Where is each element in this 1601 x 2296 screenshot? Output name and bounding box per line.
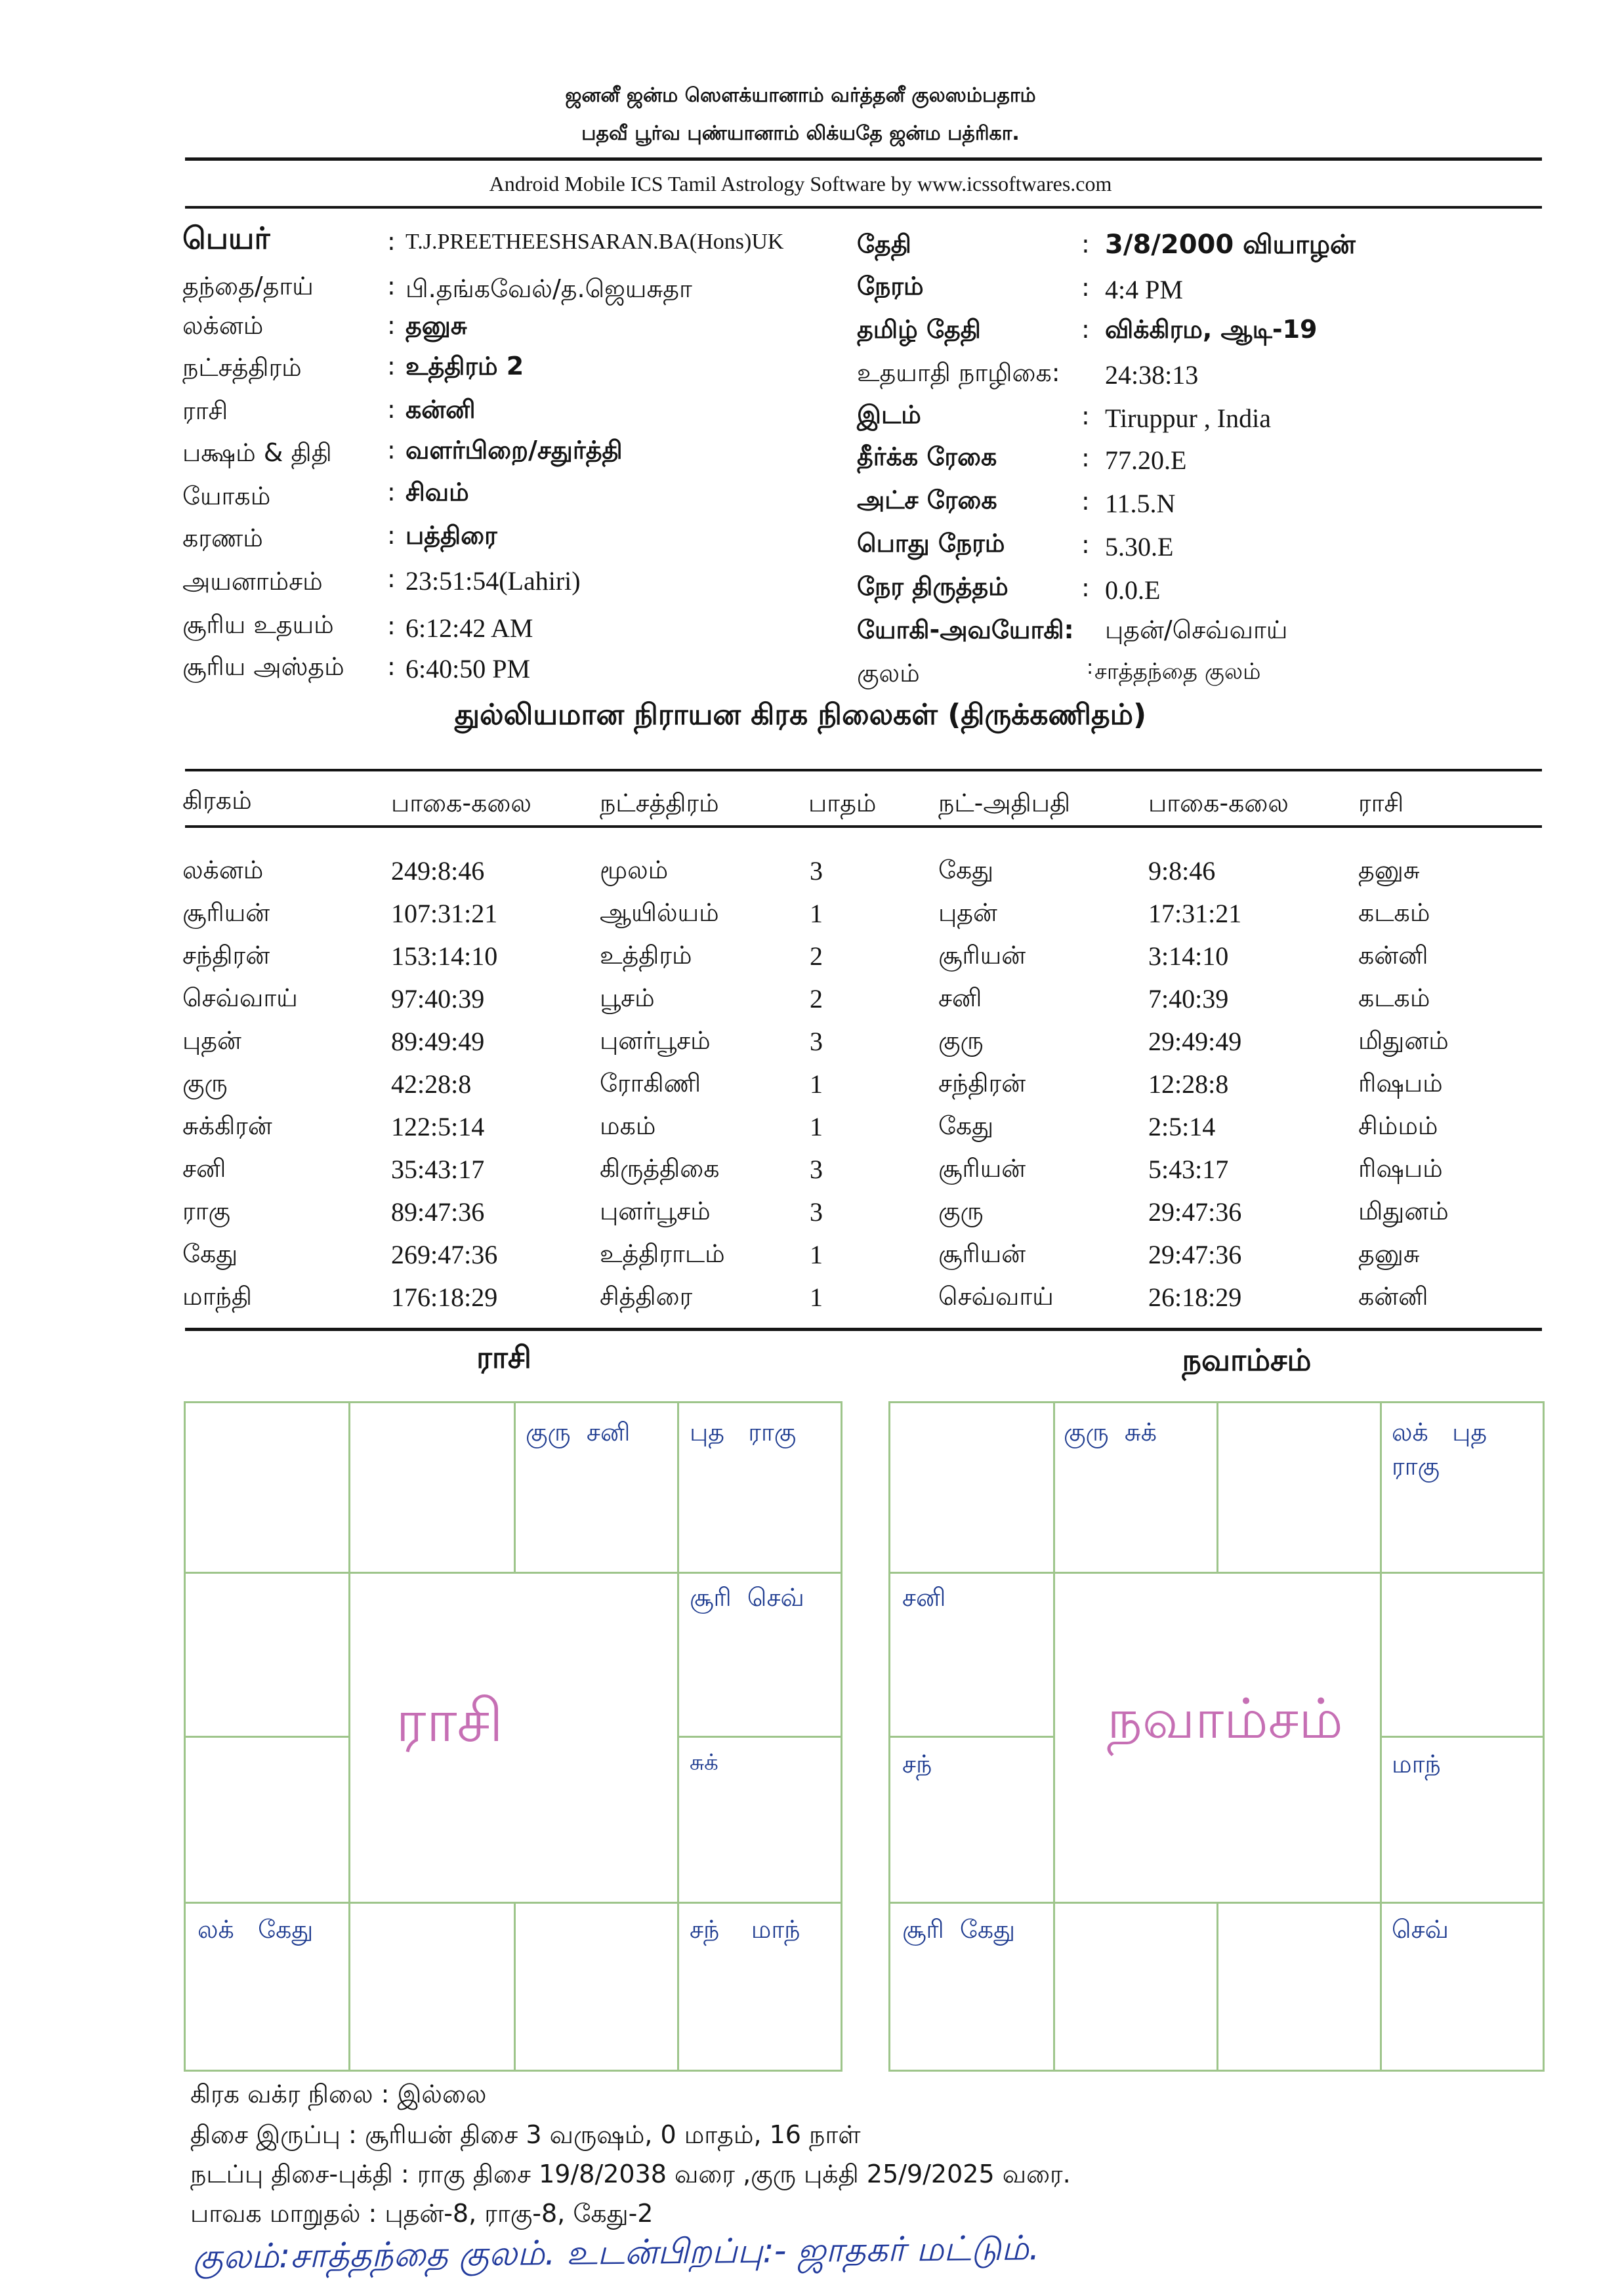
planet-name: ராகு (182, 1197, 231, 1225)
planet-padam: 1 (810, 1112, 823, 1141)
detail-value: 3/8/2000 வியாழன் (1105, 230, 1356, 260)
divider (185, 157, 1542, 161)
planet-longitude: 89:47:36 (391, 1197, 485, 1227)
detail-value: 6:40:50 PM (405, 654, 531, 684)
planet-sign-degree: 5:43:17 (1148, 1155, 1229, 1184)
detail-label: நேர திருத்தம் (857, 572, 1008, 601)
planet-nakshatra-lord: சந்திரன் (938, 1069, 1026, 1097)
planet-name: கேது (182, 1239, 238, 1268)
detail-label: சூரிய அஸ்தம் (182, 652, 344, 681)
rasi-cell-planets: குரு சனி (526, 1418, 631, 1446)
planet-nakshatra: மகம் (600, 1111, 656, 1140)
detail-label: கரணம் (182, 523, 263, 552)
planet-nakshatra: ரோகிணி (600, 1069, 701, 1097)
detail-label: யோகம் (182, 482, 271, 510)
rasi-chart (184, 1401, 842, 2072)
horoscope-page: ஜனனீ ஜன்ம ஸௌக்யானாம் வர்த்தனீ குலஸம்பதாம் பதவீ பூர்வ புண்யானாம் லிக்யதே ஜன்ம பத்ரிகா. Android Mobile ICS Tamil Astrology Software by www.icssoftwares.com பெயர் : T.J.PREETHEESHSARAN.BA(Hons)UK தந்தை/தாய் : பி.தங்கவேல்/த.ஜெயசுதா லக்னம் : தனுசு நட்சத்திரம் : உத்திரம் 2 ராசி : கன்னி பக்ஷம் & திதி : வளர்பிறை/சதுர்த்தி யோகம் : சிவம் கரணம் : பத்திரை அயனாம்சம் : 23:51:54(Lahiri) சூரிய உதயம் : 6:12:42 AM சூரிய அஸ்தம் : 6:40:50 PM தேதி : 3/8/2000 வியாழன் நேரம் : 4:4 PM தமிழ் தேதி : விக்கிரம, ஆடி-19 உதயாதி நாழிகை: 24:38:13 இடம் : Tiruppur , India தீர்க்க ரேகை : 77.20.E அட்ச ரேகை : 11.5.N பொது நேரம் : 5.30.E நேர திருத்தம் : 0.0.E யோகி-அவயோகி: புதன்/செவ்வாய் குலம் : சாத்தந்தை குலம் துல்லியமான நிராயன கிரக நிலைகள் (திருக்கணிதம்) கிரகம் பாகை-கலை நட்சத்திரம் பாதம் நட்-அதிபதி பாகை-கலை ராசி லக்னம் 249:8:46 மூலம் 3 கேது 9:8:46 தனுசு சூரியன் 107:31:21 ஆயில்யம் 1 புதன் 17:31:21 கடகம் சந்திரன் 153:14:10 உத்திரம் 2 சூரியன் 3:14:10 கன்னி செவ்வாய் 97:40:39 பூசம் 2 சனி 7:40:39 கடகம் புதன் 89:49:49 புனர்பூசம் 3 குரு 29:49:49 மிதுனம் குரு 42:28:8 ரோகிணி 1 சந்திரன் 12:28:8 ரிஷபம் சுக்கிரன் 122:5:14 மகம் 1 கேது 2:5:14 சிம்மம் சனி 35:43:17 கிருத்திகை 3 சூரியன் 5:43:17 ரிஷபம் ராகு 89:47:36 புனர்பூசம் 3 குரு 29:47:36 மிதுனம் கேது 269:47:36 உத்திராடம் 1 சூரியன் 29:47:36 தனுசு மாந்தி 176:18:29 சித்திரை 1 செவ்வாய் 26:18:29 கன்னி ராசி நவாம்சம் குரு சனி புத ராகு சூரி செவ் சுக் லக் கேது சந் மாந் ராசி குரு சுக் லக் புத ராகு சனி சந் மாந் சூரி கேது செவ் நவாம்சம் கிரக வக்ர நிலை : இல்லை திசை இருப்பு : சூரியன் திசை 3 வருஷம், 0 மாதம், 16 நாள் நடப்பு திசை-புக்தி : ராகு திசை 19/8/2038 வரை ,குரு புக்தி 25/9/2025 வரை. பாவக மாறுதல் : புதன்-8, ராகு-8, கேது-2 குலம்:சாத்தந்தை குலம். உடன்பிறப்பு:- ஜாதகர் மட்டும். (0, 0, 1601, 2296)
detail-label: தீர்க்க ரேகை (857, 442, 997, 471)
planet-rasi: ரிஷபம் (1358, 1154, 1443, 1183)
navamsa-center-stamp: நவாம்சம் (1107, 1687, 1343, 1751)
planet-nakshatra: புனர்பூசம் (600, 1197, 711, 1225)
detail-value: 23:51:54(Lahiri) (405, 566, 581, 596)
navamsa-cell-planets: குரு சுக் (1064, 1418, 1157, 1446)
detail-value: 4:4 PM (1105, 275, 1183, 304)
planet-nakshatra-lord: குரு (938, 1197, 984, 1225)
planet-longitude: 249:8:46 (391, 856, 485, 886)
detail-label: தேதி (857, 230, 911, 258)
navamsa-cell-planets: சந் (902, 1750, 932, 1778)
detail-label: யோகி-அவயோகி: (857, 615, 1074, 644)
planet-longitude: 153:14:10 (391, 941, 498, 971)
planet-sign-degree: 29:47:36 (1148, 1197, 1242, 1227)
detail-value: 24:38:13 (1105, 360, 1199, 390)
detail-value: புதன்/செவ்வாய் (1105, 615, 1288, 644)
planet-name: லக்னம் (182, 855, 264, 884)
planet-name: சூரியன் (182, 898, 270, 927)
planet-nakshatra-lord: சூரியன் (938, 1154, 1026, 1183)
detail-label: தந்தை/தாய் (182, 272, 314, 300)
planet-sign-degree: 29:49:49 (1148, 1027, 1242, 1056)
footer-dasa-balance: திசை இருப்பு : சூரியன் திசை 3 வருஷம், 0 மாதம், 16 நாள் (190, 2120, 861, 2149)
detail-value: கன்னி (405, 395, 476, 424)
detail-label: அயனாம்சம் (182, 567, 323, 596)
planet-padam: 3 (810, 1197, 823, 1227)
detail-value: Tiruppur , India (1105, 403, 1271, 433)
rasi-center-stamp: ராசி (396, 1687, 504, 1755)
detail-label: தமிழ் தேதி (857, 315, 981, 344)
planet-sign-degree: 29:47:36 (1148, 1240, 1242, 1269)
planet-longitude: 89:49:49 (391, 1027, 485, 1056)
detail-label: சூரிய உதயம் (182, 610, 334, 639)
rasi-cell-planets: சூரி செவ் (690, 1583, 804, 1612)
planet-longitude: 35:43:17 (391, 1155, 485, 1184)
header-verse-line-2: பதவீ பூர்வ புண்யானாம் லிக்யதே ஜன்ம பத்ரிகா. (581, 122, 1020, 145)
planet-name: சுக்கிரன் (182, 1111, 272, 1140)
planet-padam: 2 (810, 941, 823, 971)
detail-value: 11.5.N (1105, 489, 1176, 518)
column-header: நட்-அதிபதி (938, 789, 1071, 817)
planet-longitude: 176:18:29 (391, 1282, 498, 1312)
planet-longitude: 122:5:14 (391, 1112, 485, 1141)
planet-padam: 1 (810, 899, 823, 928)
planet-nakshatra-lord: சூரியன் (938, 1239, 1026, 1268)
detail-label: பொது நேரம் (857, 529, 1005, 558)
detail-value: 5.30.E (1105, 532, 1174, 562)
planet-longitude: 107:31:21 (391, 899, 498, 928)
planet-nakshatra-lord: செவ்வாய் (938, 1282, 1054, 1311)
planet-padam: 3 (810, 856, 823, 886)
planet-longitude: 97:40:39 (391, 984, 485, 1014)
detail-value: வளர்பிறை/சதுர்த்தி (405, 436, 623, 464)
planet-padam: 3 (810, 1027, 823, 1056)
planet-nakshatra-lord: சூரியன் (938, 941, 1026, 970)
navamsa-chart-title: நவாம்சம் (1182, 1342, 1312, 1378)
planet-name: சந்திரன் (182, 941, 270, 970)
planet-nakshatra: சித்திரை (600, 1282, 693, 1311)
planet-padam: 1 (810, 1282, 823, 1312)
footer-bhava-change: பாவக மாறுதல் : புதன்-8, ராகு-8, கேது-2 (190, 2199, 654, 2228)
planet-rasi: மிதுனம் (1358, 1197, 1449, 1225)
planet-nakshatra-lord: கேது (938, 855, 994, 884)
rasi-cell-planets: புத ராகு (690, 1418, 797, 1446)
rasi-cell-planets: லக் கேது (198, 1915, 314, 1944)
planet-nakshatra: உத்திராடம் (600, 1239, 725, 1268)
detail-label: பெயர் (182, 220, 270, 256)
planet-longitude: 42:28:8 (391, 1069, 472, 1099)
detail-label: நட்சத்திரம் (182, 353, 302, 382)
planet-longitude: 269:47:36 (391, 1240, 498, 1269)
detail-label: உதயாதி நாழிகை: (857, 358, 1060, 387)
planet-rasi: கடகம் (1358, 983, 1430, 1012)
planet-sign-degree: 12:28:8 (1148, 1069, 1229, 1099)
detail-label: லக்னம் (182, 311, 264, 340)
planet-rasi: கன்னி (1358, 941, 1428, 970)
navamsa-cell-planets: செவ் (1392, 1915, 1449, 1944)
planet-name: குரு (182, 1069, 228, 1097)
detail-label: குலம் (857, 659, 920, 687)
column-header: ராசி (1358, 789, 1404, 817)
planet-name: மாந்தி (182, 1282, 252, 1311)
planet-nakshatra: உத்திரம் (600, 941, 692, 970)
planet-rasi: கடகம் (1358, 898, 1430, 927)
planet-section-title: துல்லியமான நிராயன கிரக நிலைகள் (திருக்கணிதம்) (454, 698, 1147, 731)
detail-value: 77.20.E (1105, 445, 1187, 475)
rasi-cell-planets: சுக் (690, 1750, 718, 1776)
detail-value: சாத்தந்தை குலம் (1094, 659, 1261, 685)
rasi-cell-planets: சந் மாந் (690, 1915, 800, 1944)
planet-padam: 2 (810, 984, 823, 1014)
navamsa-cell-planets: சூரி கேது (902, 1915, 1016, 1944)
divider (185, 769, 1542, 771)
detail-label: இடம் (857, 400, 921, 429)
handwritten-note: குலம்:சாத்தந்தை குலம். உடன்பிறப்பு:- ஜாதகர் மட்டும். (192, 2228, 1040, 2277)
detail-value: 0.0.E (1105, 575, 1161, 605)
navamsa-cell-planets: ராகு (1392, 1452, 1440, 1481)
planet-padam: 1 (810, 1240, 823, 1269)
planet-sign-degree: 17:31:21 (1148, 899, 1242, 928)
software-credit: Android Mobile ICS Tamil Astrology Software by www.icssoftwares.com (489, 172, 1112, 195)
planet-padam: 3 (810, 1155, 823, 1184)
navamsa-cell-planets: லக் புத (1392, 1418, 1487, 1446)
planet-nakshatra-lord: சனி (938, 983, 982, 1012)
planet-rasi: ரிஷபம் (1358, 1069, 1443, 1097)
planet-name: புதன் (182, 1026, 241, 1055)
planet-rasi: தனுசு (1358, 855, 1420, 884)
detail-value: பி.தங்கவேல்/த.ஜெயசுதா (405, 274, 692, 303)
planet-name: செவ்வாய் (182, 983, 298, 1012)
detail-value: உத்திரம் 2 (405, 352, 524, 380)
planet-nakshatra-lord: புதன் (938, 898, 997, 927)
detail-value: தனுசு (405, 311, 467, 340)
planet-name: சனி (182, 1154, 226, 1183)
planet-sign-degree: 7:40:39 (1148, 984, 1229, 1014)
detail-value: T.J.PREETHEESHSARAN.BA(Hons)UK (405, 230, 784, 254)
column-header: பாகை-கலை (1148, 789, 1289, 817)
column-header: நட்சத்திரம் (600, 789, 719, 817)
detail-label: பக்ஷம் & திதி (182, 438, 332, 467)
navamsa-chart (888, 1401, 1545, 2072)
planet-nakshatra: மூலம் (600, 855, 669, 884)
detail-value: சிவம் (405, 478, 469, 506)
footer-current-dasa: நடப்பு திசை-புக்தி : ராகு திசை 19/8/2038 வரை ,குரு புக்தி 25/9/2025 வரை. (190, 2160, 1071, 2188)
column-header: பாகை-கலை (391, 789, 531, 817)
divider (185, 1328, 1542, 1331)
navamsa-cell-planets: சனி (902, 1583, 946, 1612)
detail-value: பத்திரை (405, 521, 497, 550)
column-header: கிரகம் (182, 786, 252, 815)
navamsa-cell-planets: மாந் (1392, 1750, 1441, 1778)
planet-sign-degree: 2:5:14 (1148, 1112, 1216, 1141)
divider (185, 825, 1542, 828)
planet-nakshatra-lord: குரு (938, 1026, 984, 1055)
planet-rasi: மிதுனம் (1358, 1026, 1449, 1055)
rasi-chart-title: ராசி (476, 1340, 531, 1375)
planet-sign-degree: 3:14:10 (1148, 941, 1229, 971)
planet-rasi: கன்னி (1358, 1282, 1428, 1311)
planet-rasi: சிம்மம் (1358, 1111, 1438, 1140)
planet-sign-degree: 26:18:29 (1148, 1282, 1242, 1312)
detail-value: விக்கிரம, ஆடி-19 (1105, 315, 1318, 344)
detail-value: 6:12:42 AM (405, 613, 533, 643)
detail-label: அட்ச ரேகை (857, 485, 997, 514)
planet-nakshatra: கிருத்திகை (600, 1154, 720, 1183)
column-header: பாதம் (808, 789, 877, 817)
planet-nakshatra: புனர்பூசம் (600, 1026, 711, 1055)
detail-label: ராசி (182, 396, 228, 425)
planet-nakshatra: பூசம் (600, 983, 655, 1012)
planet-nakshatra: ஆயில்யம் (600, 898, 719, 927)
planet-nakshatra-lord: கேது (938, 1111, 994, 1140)
detail-label: நேரம் (857, 272, 924, 300)
footer-vakra: கிரக வக்ர நிலை : இல்லை (190, 2080, 487, 2108)
planet-rasi: தனுசு (1358, 1239, 1420, 1268)
planet-padam: 1 (810, 1069, 823, 1099)
planet-sign-degree: 9:8:46 (1148, 856, 1216, 886)
divider (185, 206, 1542, 209)
header-verse-line-1: ஜனனீ ஜன்ம ஸௌக்யானாம் வர்த்தனீ குலஸம்பதாம் (565, 84, 1036, 107)
